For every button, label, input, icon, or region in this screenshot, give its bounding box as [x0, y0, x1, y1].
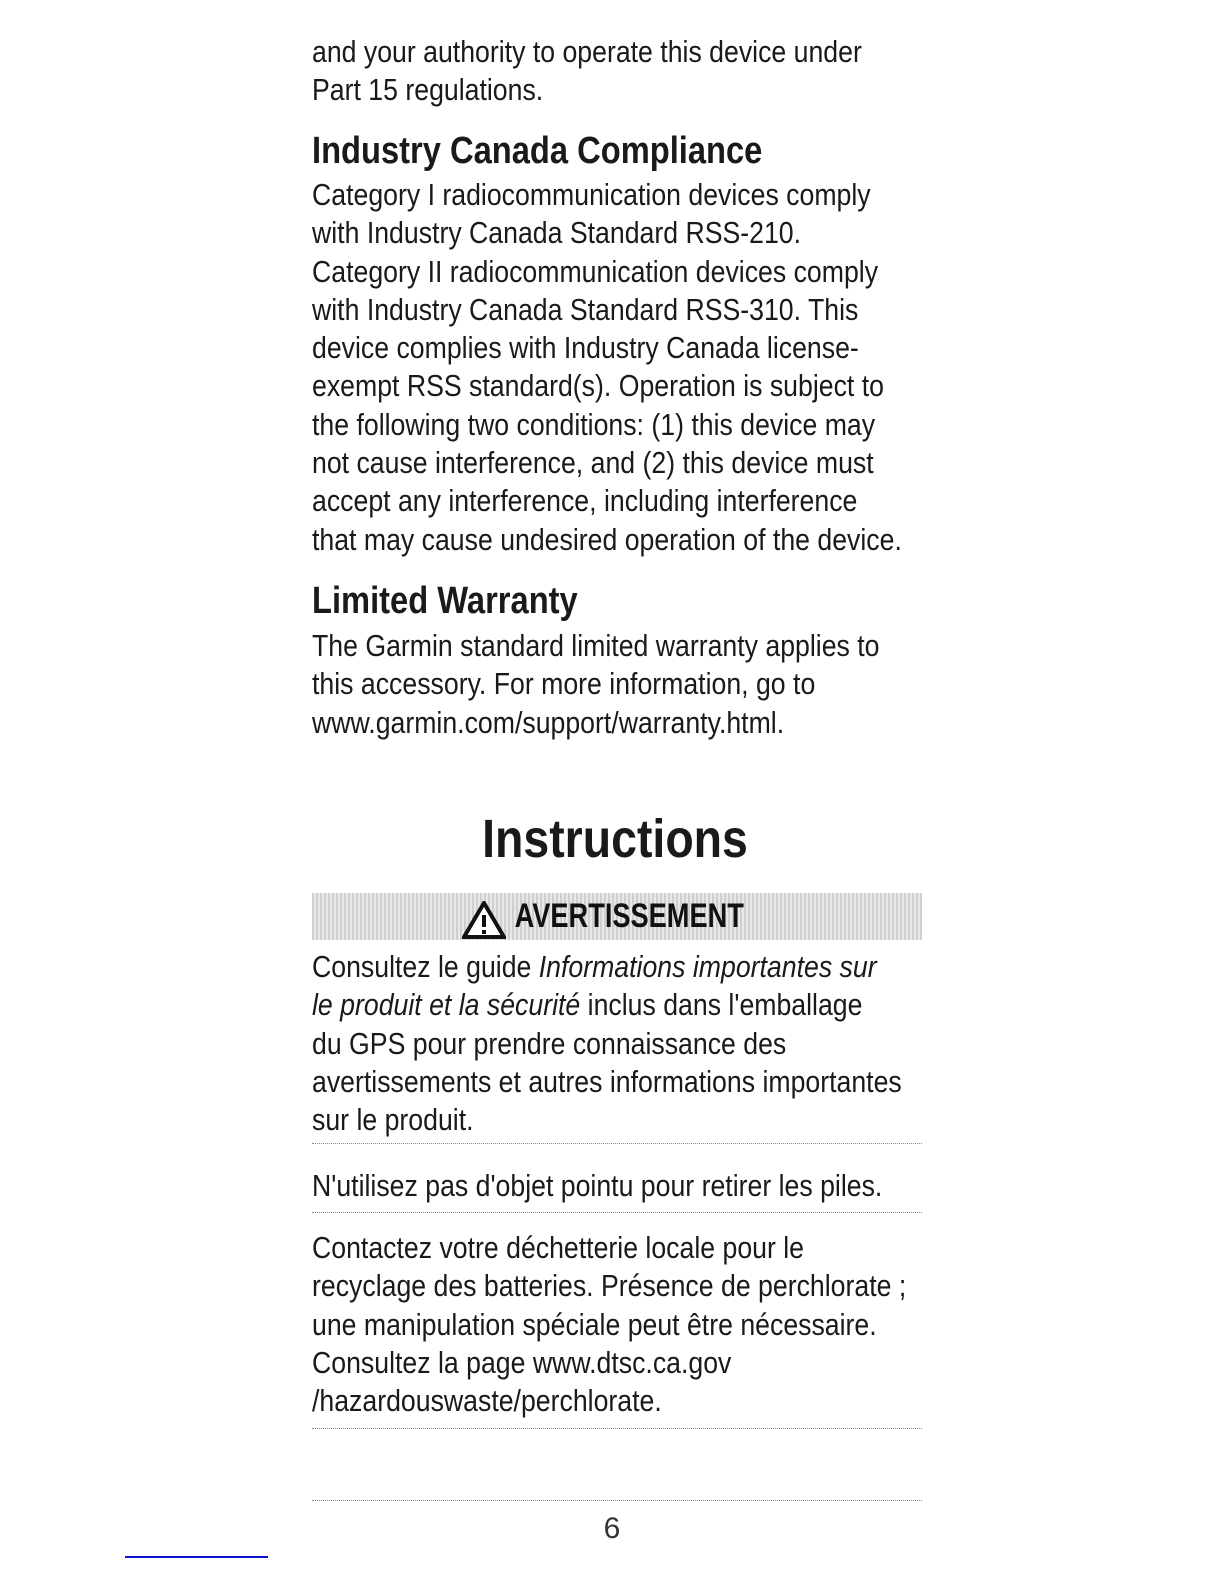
document-title-italic: Informations importantes sur	[538, 949, 877, 984]
scan-mark-line	[125, 1556, 268, 1558]
text-line: with Industry Canada Standard RSS-310. This	[312, 291, 859, 327]
text-line: this accessory. For more information, go to	[312, 666, 816, 702]
text-line: du GPS pour prendre connaissance des	[312, 1025, 787, 1061]
text-line	[312, 948, 931, 986]
text-line: avertissements et autres informations importantes	[312, 1063, 902, 1099]
warning-label: AVERTISSEMENT	[514, 897, 744, 935]
industry-canada-heading: Industry Canada Compliance	[312, 130, 763, 172]
limited-warranty-heading: Limited Warranty	[312, 580, 578, 622]
text-line: Contactez votre déchetterie locale pour le	[312, 1230, 805, 1265]
text-line: The Garmin standard limited warranty applies to	[312, 628, 880, 663]
intro-paragraph	[312, 33, 931, 110]
footer-divider	[312, 1500, 922, 1501]
text-line: Consultez la page www.dtsc.ca.gov	[312, 1344, 732, 1380]
warning-triangle-icon	[462, 901, 506, 939]
divider	[312, 1428, 922, 1429]
text-line: that may cause undesired operation of the device.	[312, 521, 902, 557]
text: inclus dans l'emballage	[580, 987, 863, 1023]
text-line: recyclage des batteries. Présence de perchlorate ;	[312, 1268, 907, 1304]
text-line	[312, 986, 931, 1024]
instructions-title: Instructions	[482, 809, 748, 869]
warning-paragraph	[312, 948, 931, 1139]
recycling-paragraph	[312, 1229, 931, 1420]
text-line: accept any interference, including interference	[312, 483, 858, 519]
industry-canada-paragraph	[312, 176, 931, 559]
text-line: exempt RSS standard(s). Operation is subject to	[312, 368, 884, 404]
text-line: the following two conditions: (1) this device may	[312, 406, 876, 442]
text-line: N'utilisez pas d'objet pointu pour retirer les piles.	[312, 1168, 883, 1203]
text-line: une manipulation spéciale peut être nécessaire.	[312, 1306, 877, 1342]
divider	[312, 1212, 922, 1213]
text-line: Category I radiocommunication devices comply	[312, 177, 871, 212]
warranty-paragraph	[312, 627, 931, 742]
text-line: with Industry Canada Standard RSS-210.	[312, 215, 802, 251]
page-number: 6	[603, 1512, 621, 1545]
text-line: Category II radiocommunication devices comply	[312, 253, 879, 289]
warning-banner	[312, 893, 922, 940]
text-line: and your authority to operate this device under	[312, 34, 862, 69]
text-line: device complies with Industry Canada license-	[312, 330, 859, 366]
text-line: Part 15 regulations.	[312, 72, 544, 108]
document-title-italic: le produit et la sécurité	[312, 987, 581, 1023]
text-line: www.garmin.com/support/warranty.html.	[312, 704, 785, 740]
battery-paragraph	[312, 1167, 931, 1205]
text-line: /hazardouswaste/perchlorate.	[312, 1383, 662, 1419]
text-line: sur le produit.	[312, 1102, 474, 1138]
text: Consultez le guide	[312, 949, 539, 984]
text-line: not cause interference, and (2) this device must	[312, 445, 874, 481]
divider	[312, 1143, 922, 1144]
